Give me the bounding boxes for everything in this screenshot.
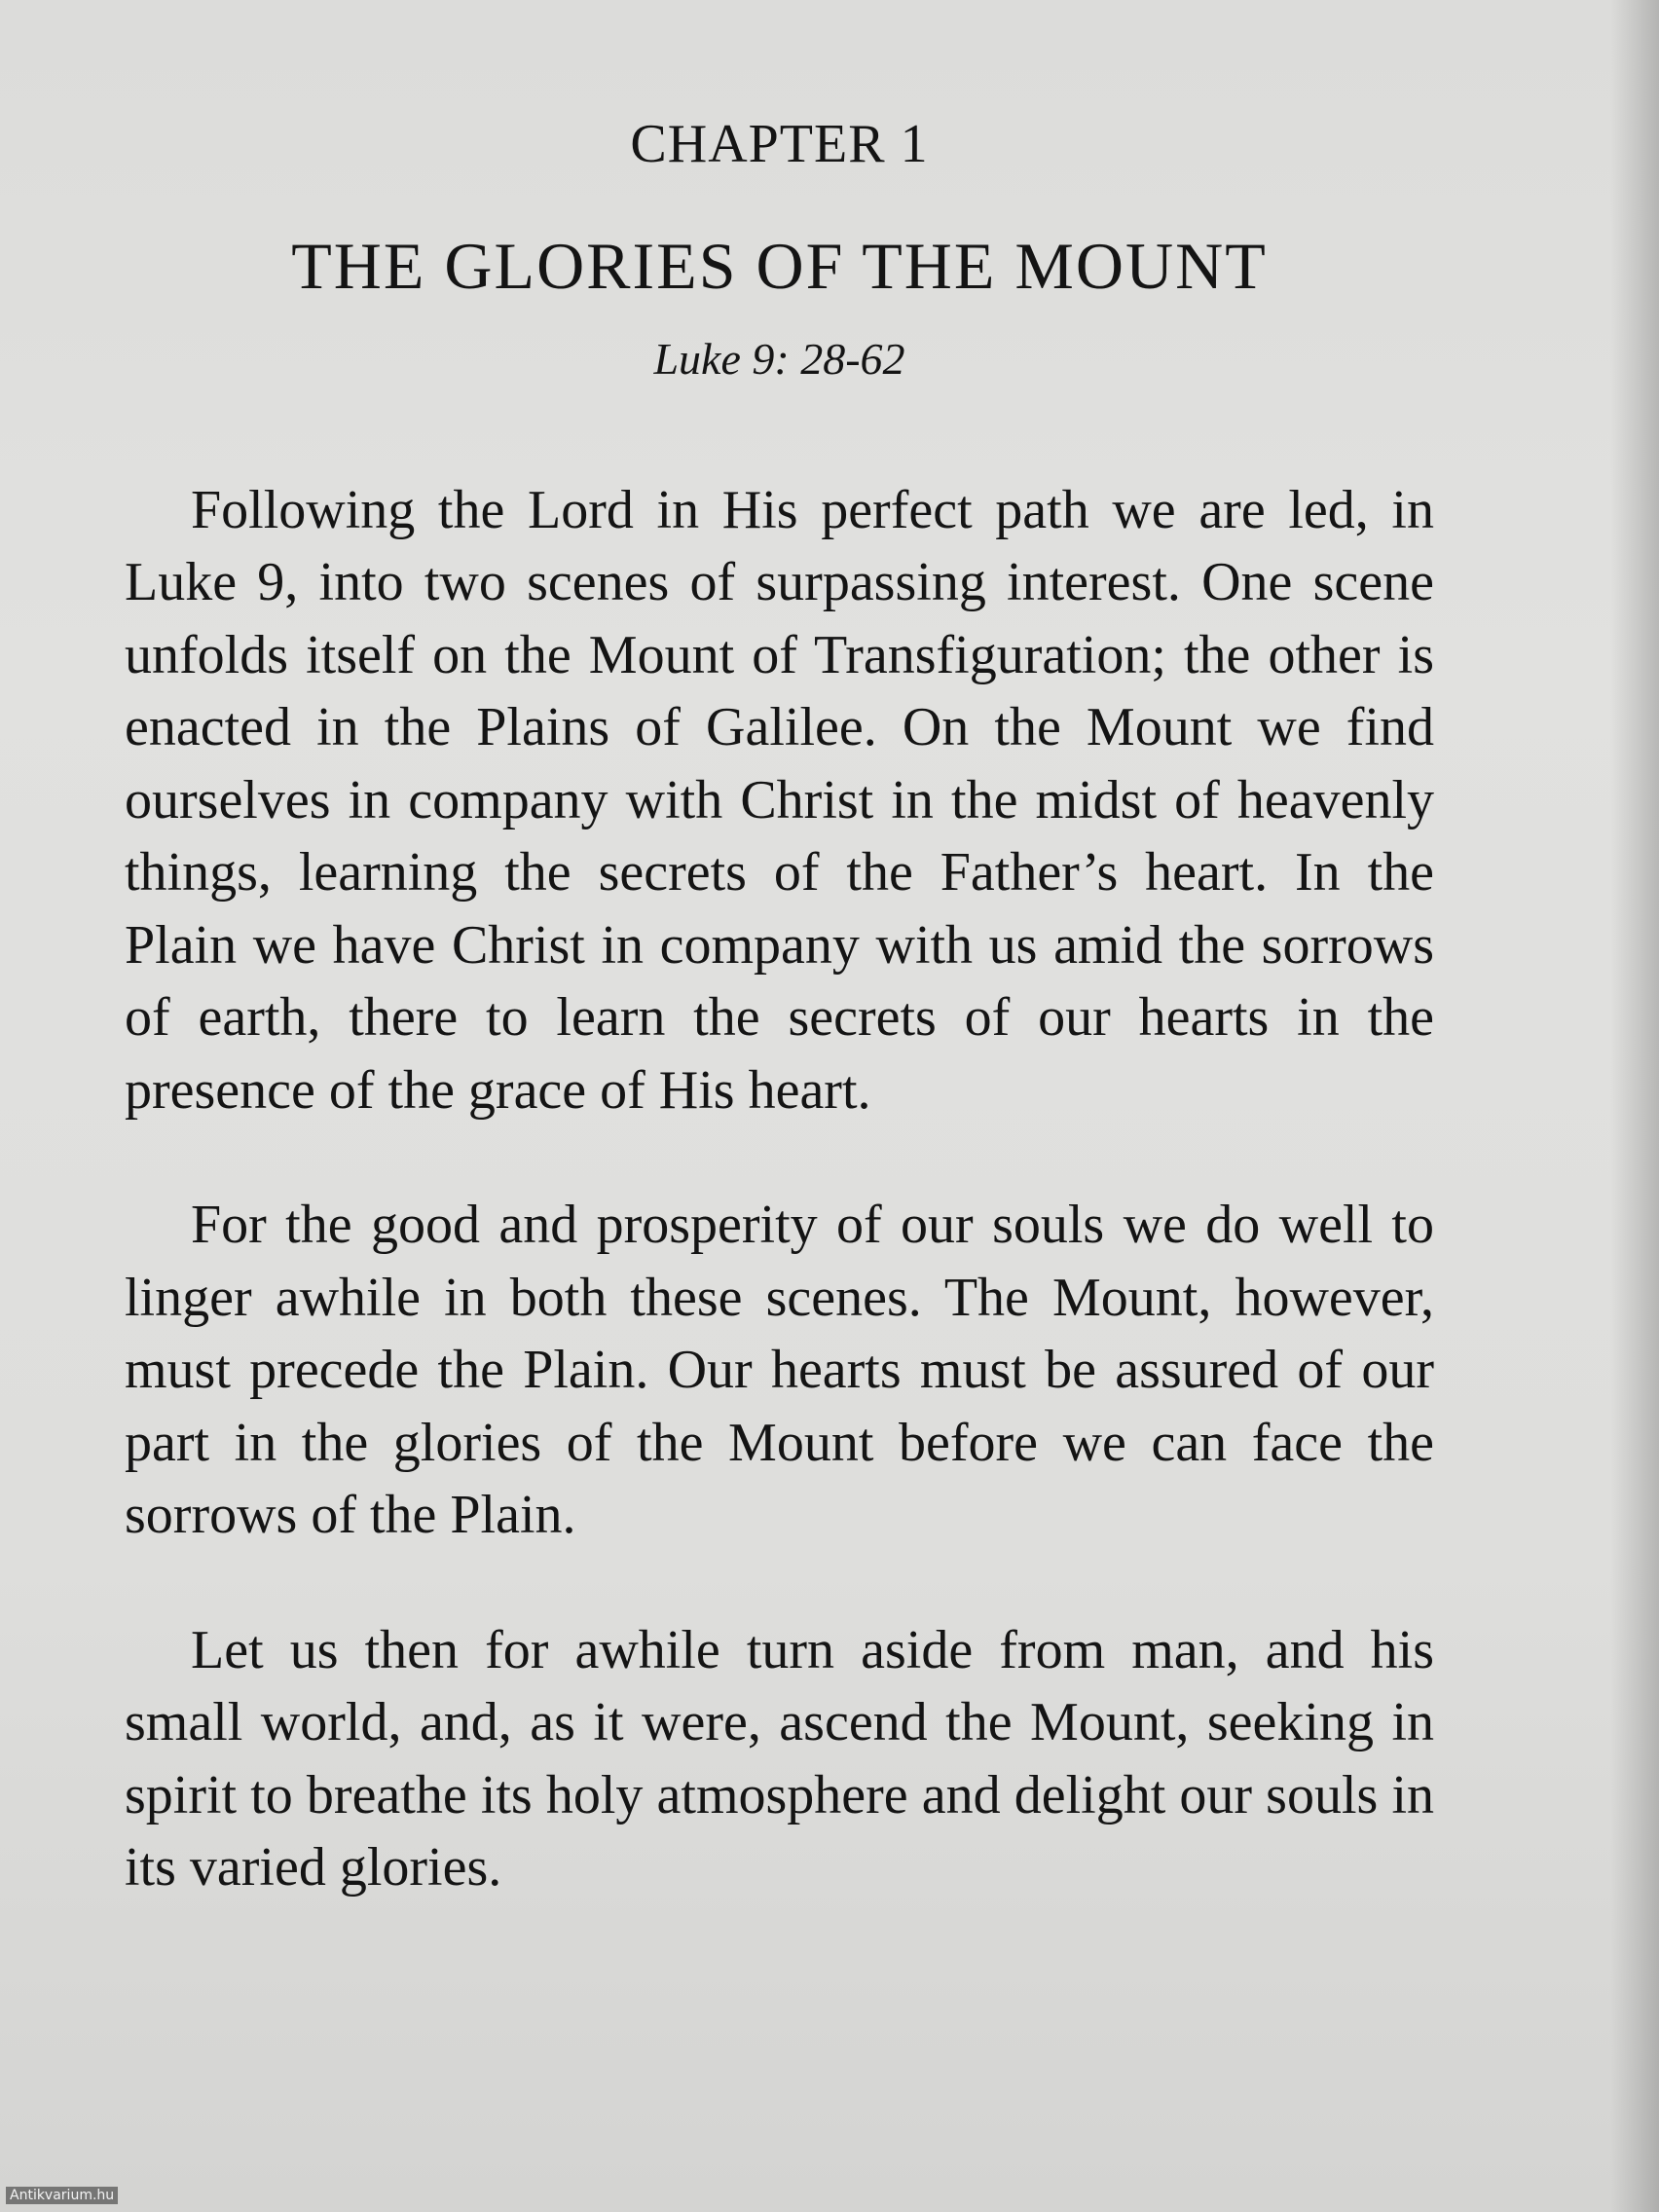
paragraph-2: For the good and prosperity of our souls we do well to linger awhile in both these scenes. The Mount, however, must precede the Plain. Our hearts must be assured of our part in the glories of the Mount before we can face the sorrows of the Plain. [125, 1195, 1434, 1546]
watermark: Antikvarium.hu [6, 2187, 118, 2204]
paragraph-1: Following the Lord in His perfect path we are led, in Luke 9, into two scenes of surpassing interest. One scene unfolds itself on the Mount of Transfiguration; the other is enacted in the Plains of Galilee. On the Mount we find ourselves in company with Christ in the midst of heavenly things, learning the secrets of the Father’s heart. In the Plain we have Christ in company with us amid the sorrows of earth, there to learn the secrets of our hearts in the presence of the grace of His heart. [125, 479, 1434, 1121]
page-text-block [125, 115, 1434, 1967]
paragraph-3: Let us then for awhile turn aside from man, and his small world, and, as it were, ascend the Mount, seeking in spirit to breathe its holy atmosphere and delight our souls in its varied glories. [125, 1619, 1434, 1899]
chapter-title: THE GLORIES OF THE MOUNT [291, 228, 1268, 303]
page-edge-shadow [1610, 0, 1659, 2212]
scripture-reference: Luke 9: 28-62 [653, 334, 905, 385]
chapter-label: CHAPTER 1 [630, 114, 929, 174]
